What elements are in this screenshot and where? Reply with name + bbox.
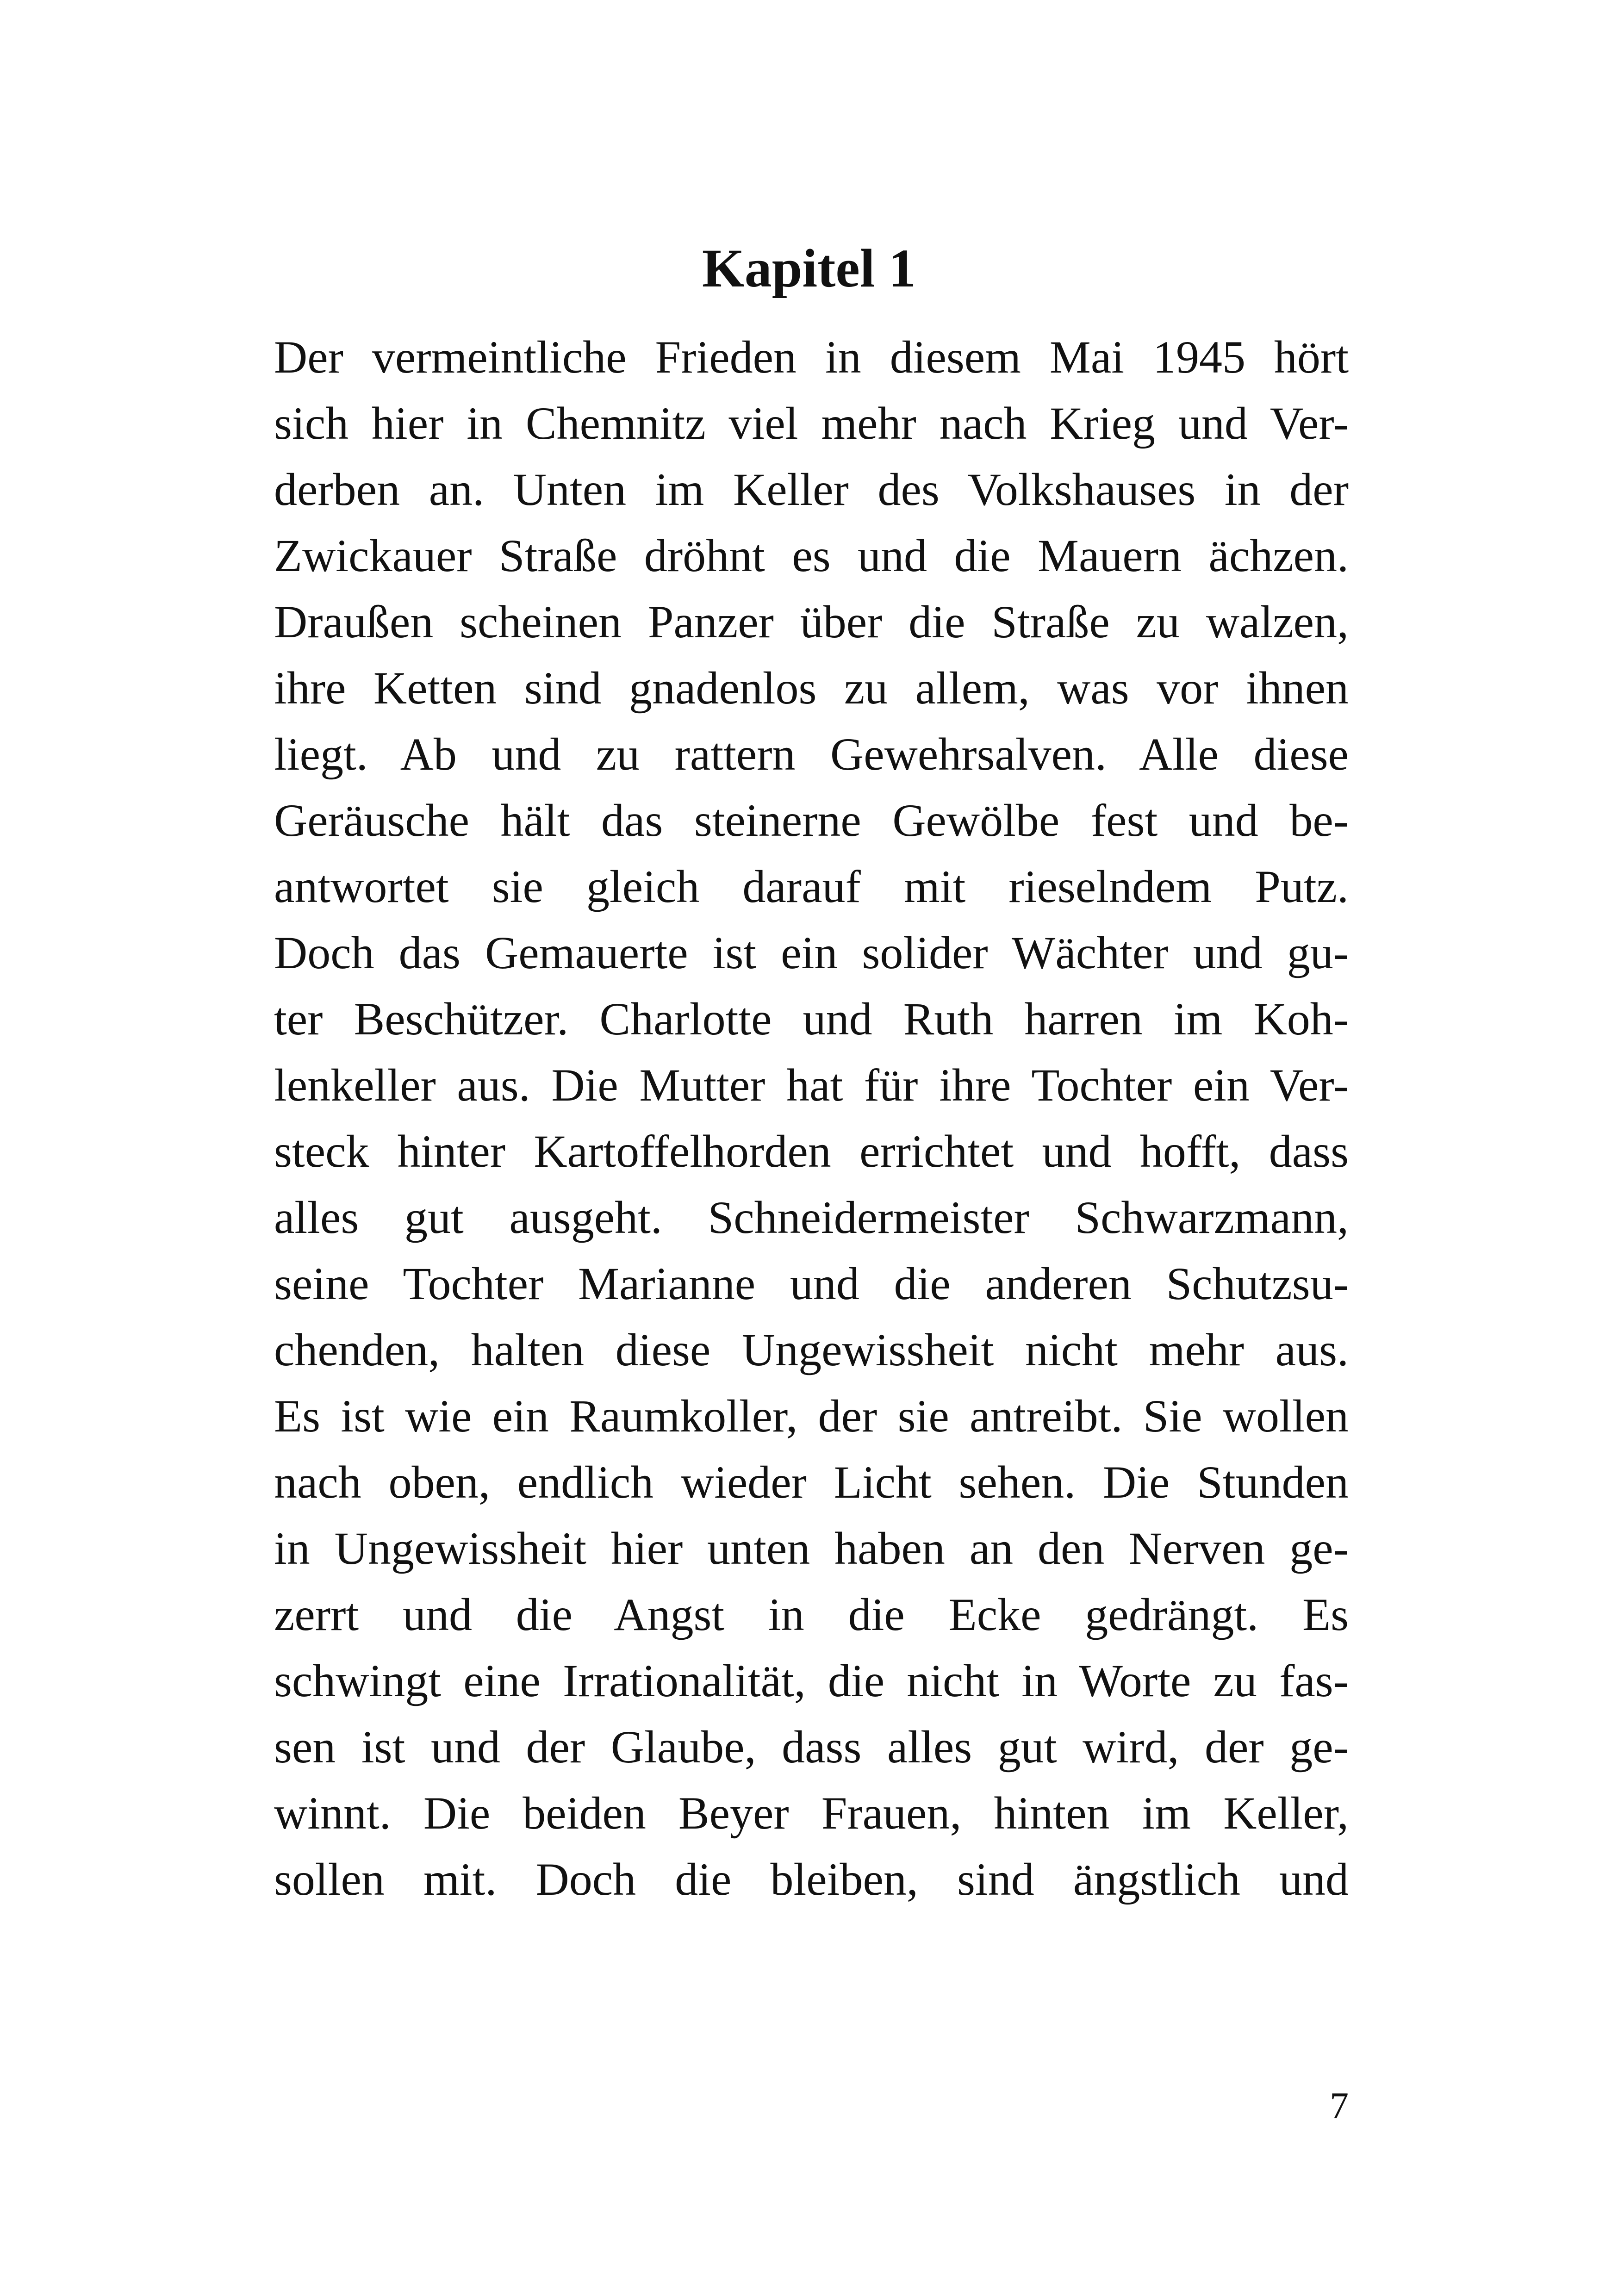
text-line: antwortet sie gleich darauf mit rieselndem Putz. bbox=[274, 861, 1349, 912]
text-line: in Ungewissheit hier unten haben an den Nerven ge- bbox=[274, 1523, 1349, 1574]
text-line: Der vermeintliche Frieden in diesem Mai 1945 hört bbox=[274, 331, 1349, 383]
text-line: Es ist wie ein Raumkoller, der sie antreibt. Sie wollen bbox=[274, 1390, 1349, 1442]
page-number: 7 bbox=[1330, 2084, 1349, 2127]
text-line: nach oben, endlich wieder Licht sehen. Die Stunden bbox=[274, 1456, 1349, 1508]
text-line: lenkeller aus. Die Mutter hat für ihre Tochter ein Ver- bbox=[274, 1059, 1349, 1111]
text-line: zerrt und die Angst in die Ecke gedrängt. Es bbox=[274, 1589, 1349, 1640]
text-line: ter Beschützer. Charlotte und Ruth harren im Koh- bbox=[274, 993, 1349, 1045]
text-line: Draußen scheinen Panzer über die Straße zu walzen, bbox=[274, 596, 1349, 647]
text-line: Doch das Gemauerte ist ein solider Wächter und gu- bbox=[274, 927, 1349, 978]
text-line: schwingt eine Irrationalität, die nicht in Worte zu fas- bbox=[274, 1655, 1349, 1706]
text-line: Zwickauer Straße dröhnt es und die Mauern ächzen. bbox=[274, 530, 1349, 581]
text-line: liegt. Ab und zu rattern Gewehrsalven. Alle diese bbox=[274, 728, 1349, 780]
text-line: steck hinter Kartoffelhorden errichtet und hofft, dass bbox=[274, 1126, 1349, 1177]
text-line: ihre Ketten sind gnadenlos zu allem, was vor ihnen bbox=[274, 662, 1349, 714]
text-line: sen ist und der Glaube, dass alles gut wird, der ge- bbox=[274, 1721, 1349, 1773]
text-line: sich hier in Chemnitz viel mehr nach Krieg und Ver- bbox=[274, 398, 1349, 449]
text-line: derben an. Unten im Keller des Volkshauses in der bbox=[274, 464, 1349, 515]
text-line: seine Tochter Marianne und die anderen Schutzsu- bbox=[274, 1258, 1349, 1309]
text-line: winnt. Die beiden Beyer Frauen, hinten im Keller, bbox=[274, 1787, 1349, 1839]
text-line: chenden, halten diese Ungewissheit nicht mehr aus. bbox=[274, 1324, 1349, 1375]
chapter-title: Kapitel 1 bbox=[702, 238, 916, 299]
text-line: Geräusche hält das steinerne Gewölbe fest und be- bbox=[274, 795, 1349, 846]
text-line: sollen mit. Doch die bleiben, sind ängstlich und bbox=[274, 1854, 1349, 1905]
text-line: alles gut ausgeht. Schneidermeister Schwarzmann, bbox=[274, 1192, 1349, 1243]
body-text bbox=[274, 324, 1349, 1912]
